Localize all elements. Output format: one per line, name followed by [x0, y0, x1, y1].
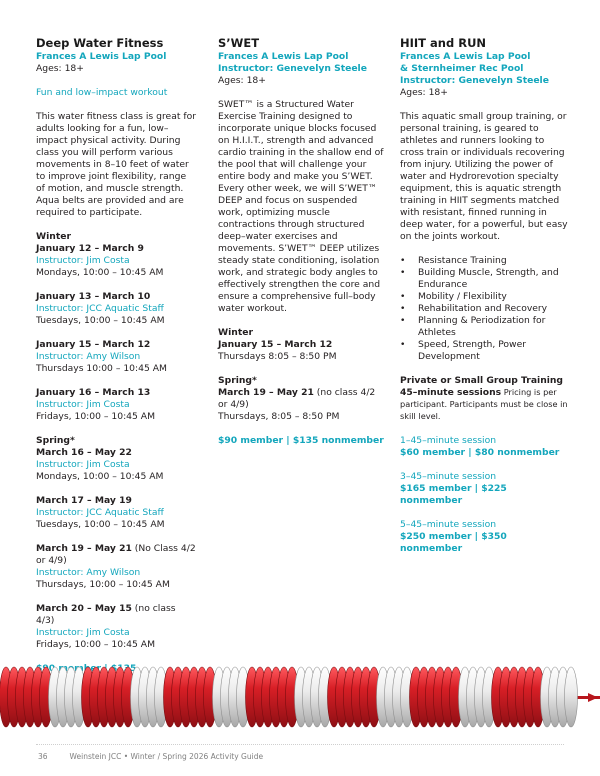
session — [36, 387, 196, 423]
session — [36, 243, 196, 279]
location: Frances A Lewis Lap Pool — [218, 51, 349, 62]
session-dates-line — [36, 543, 196, 567]
spring-heading: Spring* — [36, 435, 75, 446]
session-dates: January 16 – March 13 — [36, 387, 151, 398]
session-time: Tuesdays, 10:00 – 10:45 AM — [36, 519, 165, 530]
session-instructor: Instructor: Amy Wilson — [36, 351, 141, 362]
list-item: • Rehabilitation and Recovery — [400, 303, 570, 315]
list-item: • Building Muscle, Strength, and Endurance — [400, 267, 570, 291]
price: $90 member | $135 nonmember — [218, 435, 384, 446]
session-dates: March 19 – May 21 — [36, 543, 132, 554]
session-time: Fridays, 10:00 – 10:45 AM — [36, 639, 155, 650]
session — [36, 543, 196, 591]
instructor: Instructor: Genevelyn Steele — [400, 75, 549, 86]
session — [36, 447, 196, 483]
sessions-note: Pricing is per participant. Participants must be close in skill level. — [400, 387, 568, 421]
session-time: Tuesdays, 10:00 – 10:45 AM — [36, 315, 165, 326]
pricing-option — [400, 435, 570, 459]
session-dates: March 20 – May 15 — [36, 603, 132, 614]
description: This aquatic small group training, or personal training, is geared to athletes and runners looking to cross train or individuals recovering from injury. Utilizing the power of water and Hydrorevotion specialty equipment, this is aquatic strength training in HIIT segments matched with resistant, finned running in deep water, for a powerful, but easy on the joints workout. — [400, 111, 568, 242]
spring-time: Thursdays, 8:05 – 8:50 PM — [218, 411, 340, 422]
spring-heading: Spring* — [218, 375, 257, 386]
session-instructor: Instructor: Jim Costa — [36, 255, 130, 266]
pricing-label: 5–45–minute session — [400, 519, 497, 530]
sessions-info — [400, 387, 570, 423]
session-note: (No Class 4/2 or 4/9) — [36, 543, 196, 566]
session-instructor: Instructor: Amy Wilson — [36, 567, 141, 578]
winter-heading: Winter — [218, 327, 253, 338]
pricing-label: 3–45–minute session — [400, 471, 497, 482]
pricing-option — [400, 519, 570, 555]
session-dates-line — [36, 603, 196, 627]
footer-text: Weinstein JCC • Winter / Spring 2026 Activity Guide — [69, 752, 264, 761]
session-instructor: Instructor: Jim Costa — [36, 399, 130, 410]
session-dates: January 12 – March 9 — [36, 243, 144, 254]
rope-end-icon — [588, 693, 598, 702]
pricing-label: 1–45–minute session — [400, 435, 497, 446]
pricing-price: $60 member | $80 nonmember — [400, 447, 560, 458]
session-time: Fridays, 10:00 – 10:45 AM — [36, 411, 155, 422]
list-item: • Mobility / Flexibility — [400, 291, 570, 303]
session-note: (no class 4/3) — [36, 603, 176, 626]
location: Frances A Lewis Lap Pool — [400, 51, 531, 62]
winter-time: Thursdays 8:05 – 8:50 PM — [218, 351, 337, 362]
benefits-list — [400, 255, 570, 363]
private-training-heading: Private or Small Group Training — [400, 375, 563, 386]
session-dates: March 17 – May 19 — [36, 495, 132, 506]
winter-heading: Winter — [36, 231, 71, 242]
instructor: Instructor: Genevelyn Steele — [218, 63, 367, 74]
session — [36, 603, 196, 651]
ages: Ages: 18+ — [218, 75, 266, 86]
spring-dates: March 19 – May 21 — [218, 387, 314, 398]
class-title: S’WET — [218, 36, 260, 50]
session — [36, 339, 196, 375]
sessions-label: 45–minute sessions — [400, 387, 502, 398]
list-item: • Resistance Training — [400, 255, 570, 267]
location-secondary: & Sternheimer Rec Pool — [400, 63, 524, 74]
page-footer — [38, 752, 263, 761]
list-item: • Planning & Periodization for Athletes — [400, 315, 570, 339]
session-time: Mondays, 10:00 – 10:45 AM — [36, 471, 164, 482]
list-item: • Speed, Strength, Power Development — [400, 339, 570, 363]
session-time: Thursdays, 10:00 – 10:45 AM — [36, 579, 170, 590]
description: SWET™ is a Structured Water Exercise Training designed to incorporate unique blocks focused on H.I.I.T., strength and advanced cardio training in the shallow end of the pool that will challenge your entire body and make you S’WET. Every other week, we will S’WET™ DEEP and focus on suspended work, optimizing muscle contractions through structured deep–water exercises and movements. S’WET™ DEEP utilizes steady state conditioning, isolation work, and strategic body angles to effectively strengthen the core and ensure a comprehensive full–body water workout. — [218, 99, 384, 314]
pricing-price: $165 member | $225 nonmember — [400, 483, 507, 506]
class-title: HIIT and RUN — [400, 36, 487, 50]
spring-dates-line — [218, 387, 384, 411]
session-dates: January 13 – March 10 — [36, 291, 151, 302]
lane-float — [565, 667, 578, 727]
pricing-option — [400, 471, 570, 507]
deep-water-fitness-column — [36, 36, 196, 687]
location: Frances A Lewis Lap Pool — [36, 51, 167, 62]
session-dates: January 15 – March 12 — [36, 339, 151, 350]
hiit-and-run-column — [400, 36, 570, 555]
description: This water fitness class is great for adults looking for a fun, low–impact physical activity. During class you will perform various movements in 8–10 feet of water to improve joint flexibility, range of motion, and muscle strength. Aqua belts are provided and are required to participate. — [36, 111, 196, 218]
tagline: Fun and low–impact workout — [36, 87, 168, 98]
footer-divider — [36, 744, 564, 745]
session — [36, 291, 196, 327]
session-time: Mondays, 10:00 – 10:45 AM — [36, 267, 164, 278]
session-dates: March 16 – May 22 — [36, 447, 132, 458]
session — [36, 495, 196, 531]
lane-rope-floats — [0, 667, 578, 727]
session-instructor: Instructor: JCC Aquatic Staff — [36, 507, 164, 518]
spring-note: (no class 4/2 or 4/9) — [218, 387, 376, 410]
session-instructor: Instructor: Jim Costa — [36, 459, 130, 470]
session-time: Thursdays 10:00 – 10:45 AM — [36, 363, 167, 374]
page-number: 36 — [38, 752, 48, 761]
session-instructor: Instructor: Jim Costa — [36, 627, 130, 638]
pricing-price: $250 member | $350 nonmember — [400, 531, 507, 554]
lane-rope-illustration — [0, 660, 600, 736]
ages: Ages: 18+ — [400, 87, 448, 98]
winter-dates: January 15 – March 12 — [218, 339, 333, 350]
ages: Ages: 18+ — [36, 63, 84, 74]
class-title: Deep Water Fitness — [36, 36, 164, 50]
price: $135 — [110, 663, 137, 674]
session-instructor: Instructor: JCC Aquatic Staff — [36, 303, 164, 314]
swet-column — [218, 36, 384, 447]
